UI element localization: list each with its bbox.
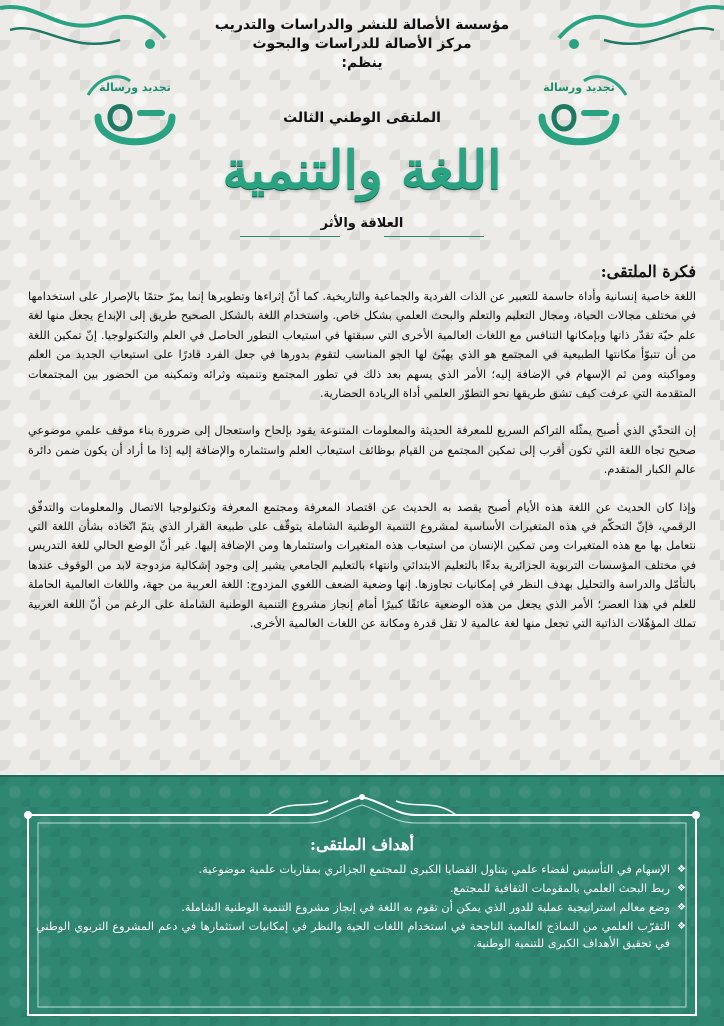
organizer-block xyxy=(170,16,554,73)
idea-heading: فكرة الملتقى: xyxy=(600,262,696,281)
idea-section xyxy=(28,262,696,652)
logo-left xyxy=(80,55,190,165)
objective-item xyxy=(36,899,686,916)
logo-tagline: تجديد ورسالة xyxy=(99,81,171,94)
objectives-list xyxy=(36,861,686,954)
subtitle-block xyxy=(200,216,524,240)
organizes-line: ينظم: xyxy=(341,55,383,71)
idea-paragraph: اللغة خاصية إنسانية وأداة حاسمة للتعبير عن الذات الفردية والجماعية والتاريخية. كما أنّ إثراءها وتطويرها إنما يمرّ حتمًا بالإصرار على استخدامها في مختلف مجالات الحياة، ومجال التعليم والتعلم والبحث العلمي بشكل خاص. واستخدام اللغة بالشكل الصحيح طريق إلى الإبداع يجعل منها لغة علم حيّة تقدّر ذاتها وبإمكانها التنافس مع اللغات العالمية الأخرى التي سبقتها في استيعاب التطور الحاصل في العلم والتكنولوجيا. إنّ تمكين اللغة من أن تتبوّأ مكانتها الطبيعية في المجتمع هو الذي يهيّئ لها الجو المناسب لتقوم بدورها في جعل الفرد قادرًا على استيعاب الجديد من العلم ومواكبته ومن ثم الإسهام في الإضافة إليه؛ الأمر الذي يسهم بعد ذلك في تطور المجتمع وتنميته وثرائه وتمكينه من الحضور بين المجتمعات المتقدمة التي عرفت كيف تشق طريقها نحو التطوّر العلمي أداة الريادة الحضارية. xyxy=(28,290,696,401)
page-title: اللغة والتنمية xyxy=(222,140,502,201)
corner-ornament-right-icon xyxy=(554,0,724,60)
logo-emblem-icon xyxy=(80,55,190,165)
header xyxy=(0,0,724,260)
subtitle-rule-right xyxy=(384,236,484,237)
diamond-bullet-icon: ❖ xyxy=(677,883,686,894)
org-name-line: مؤسسة الأصالة للنشر والدراسات والتدريب xyxy=(214,17,510,33)
idea-paragraph: إن التحدّي الذي أصبح يمثّله التراكم السريع للمعرفة الحديثة والمعلومات المتنوعة يقود بإلحاح واستعجال إلى ضرورة بناء موقف علمي موضوعي صحيح تجاه اللغة التي تكون أقرب إلى تمكين المجتمع من القيام بوظائف استيعاب العلم واستثماره والإضافة إليه إذا ما أراد أن يكون ضمن دائرة عالم الكبار المتقدم. xyxy=(28,424,696,477)
forum-name: الملتقى الوطني الثالث xyxy=(283,110,441,126)
center-name-line: مركز الأصالة للدراسات والبحوث xyxy=(252,36,472,52)
page-subtitle: العلاقة والأثر xyxy=(320,216,404,231)
diamond-bullet-icon: ❖ xyxy=(677,921,686,932)
objective-item xyxy=(36,880,686,897)
objectives-heading: أهداف الملتقى: xyxy=(310,835,414,854)
objective-text: التقرّب العلمي من النماذج العالمية الناجحة في استخدام اللغات الحية والنظر في إمكانيات استثمارها في دعم المشروع التربوي الوطني في تحقيق الأهداف الكبرى للتنمية الوطنية. xyxy=(36,920,670,950)
objective-item xyxy=(36,918,686,952)
objective-text: الإسهام في التأسيس لفضاء علمي يتناول القضايا الكبرى للمجتمع الجزائري بمقاربات علمية موضوعية. xyxy=(198,863,670,876)
objectives-band xyxy=(0,775,724,1026)
corner-ornament-left-icon xyxy=(0,0,170,60)
logo-tagline: تجديد ورسالة xyxy=(543,81,615,94)
diamond-bullet-icon: ❖ xyxy=(677,864,686,875)
objective-text: ربط البحث العلمي بالمقومات الثقافية للمجتمع. xyxy=(449,882,670,895)
diamond-bullet-icon: ❖ xyxy=(677,902,686,913)
objective-text: وضع معالم استراتيجية عملية للدور الذي يمكن أن تقوم به اللغة في إنجاز مشروع التنمية الوطنية الشاملة. xyxy=(181,901,670,914)
idea-paragraph: وإذا كان الحديث عن اللغة هذه الأيام أصبح يقصد به الحديث عن اقتصاد المعرفة ومجتمع المعرفة وتكنولوجيا الاتصال والمعلومات والتدفّق الرقمي، فإنّ التحكّم في هذه المتغيرات الأساسية لمشروع التنمية الوطنية الشاملة يتوقّف على طبيعة القرار الذي يتمّ اتّخاذه بشأن اللغة التي نتعامل بها مع هذه المتغيرات ومن تمكين الإنسان من استيعاب هذه المتغيرات واستثمارها ومن الإضافة إليها. غير أنّ الوضع الحالي للغة التدريس في مختلف المؤسسات التربوية الجزائرية بدءًا بالتعليم الابتدائي وانتهاء بالتعليم الجامعي يشير إلى وجود إشكالية مزدوجة لابد من الوقوف عندها بالتأمّل والدراسة والتحليل بهدف النظر في إمكانيات تجاوزها. إنها وضعية الضعف اللغوي المزدوج: اللغة العربية من جهة، واللغات العالمية الحاملة للعلم في هذا العصر؛ الأمر الذي يجعل من هذه الوضعية عائقًا كبيرًا أمام إنجاز مشروع التنمية الوطنية الشاملة على الرغم من أنّ اللغة العربية تملك المؤهّلات الذاتية التي تجعل منها لغة عالمية لا تقل قدرة ومكانة عن اللغات العالمية الأخرى. xyxy=(28,500,696,631)
objective-item xyxy=(36,861,686,878)
subtitle-rule-left xyxy=(240,236,340,237)
